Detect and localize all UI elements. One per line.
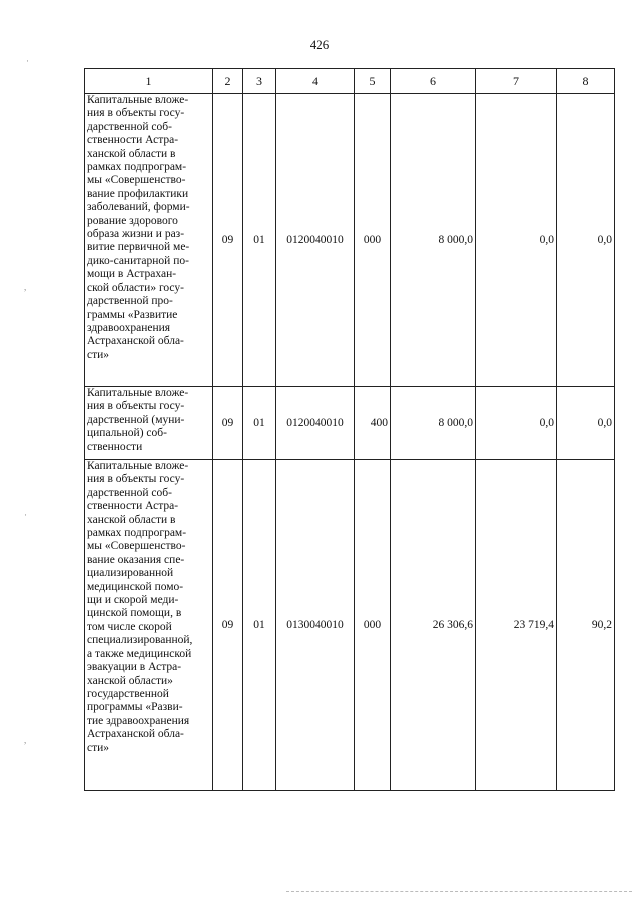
executed-amount: 0,0 [476,387,557,460]
planned-amount: 8 000,0 [391,387,476,460]
section-code: 09 [213,387,243,460]
target-article-code: 0130040010 [276,460,355,791]
expense-type-code: 000 [355,460,391,791]
target-article-code: 0120040010 [276,387,355,460]
executed-amount: 0,0 [476,94,557,387]
table-row [85,94,615,387]
section-code: 09 [213,460,243,791]
subsection-code: 01 [243,460,276,791]
column-header-8: 8 [557,69,615,94]
execution-percent: 90,2 [557,460,615,791]
execution-percent: 0,0 [557,94,615,387]
table-header-row [85,69,615,94]
planned-amount: 8 000,0 [391,94,476,387]
expense-type-code: 000 [355,94,391,387]
section-code: 09 [213,94,243,387]
subsection-code: 01 [243,387,276,460]
row-description: Капитальные вложе- ния в объекты госу- дарственной соб- ственности Астра- ханской области в рамках подпрограм- мы «Совершенство- вание оказания спе- циализированной медицинской помо- щи и скорой меди- цинской помощи, в том числе скорой специализированной, а также медицинской эвакуации в Астра- ханской области» государственной программы «Разви- тие здравоохранения Астраханской обла- сти» [85,460,213,791]
column-header-7: 7 [476,69,557,94]
target-article-code: 0120040010 [276,94,355,387]
page-number: 426 [309,37,330,52]
expense-type-code: 400 [355,387,391,460]
row-description: Капитальные вложе- ния в объекты госу- дарственной (муни- ципальной) соб- ственности [85,387,213,460]
table-row [85,387,615,460]
subsection-code: 01 [243,94,276,387]
table-row [85,460,615,791]
scan-edge-line [286,891,632,892]
scan-mark: , [24,282,27,292]
executed-amount: 23 719,4 [476,460,557,791]
scan-mark: · [24,510,27,520]
scan-mark: · [26,56,29,66]
column-header-3: 3 [243,69,276,94]
column-header-2: 2 [213,69,243,94]
column-header-1: 1 [85,69,213,94]
planned-amount: 26 306,6 [391,460,476,791]
row-description: Капитальные вложе- ния в объекты госу- дарственной соб- ственности Астра- ханской области в рамках подпрограм- мы «Совершенство- вание профилактики заболеваний, форми- рование здорового образа жизни и раз- витие первичной ме- дико-санитарной по- мощи в Астрахан- ской области» госу- дарственной про- граммы «Развитие здравоохранения Астраханской обла- сти» [85,94,213,387]
budget-table [84,68,615,791]
execution-percent: 0,0 [557,387,615,460]
scan-mark: , [24,735,27,745]
column-header-4: 4 [276,69,355,94]
column-header-6: 6 [391,69,476,94]
column-header-5: 5 [355,69,391,94]
